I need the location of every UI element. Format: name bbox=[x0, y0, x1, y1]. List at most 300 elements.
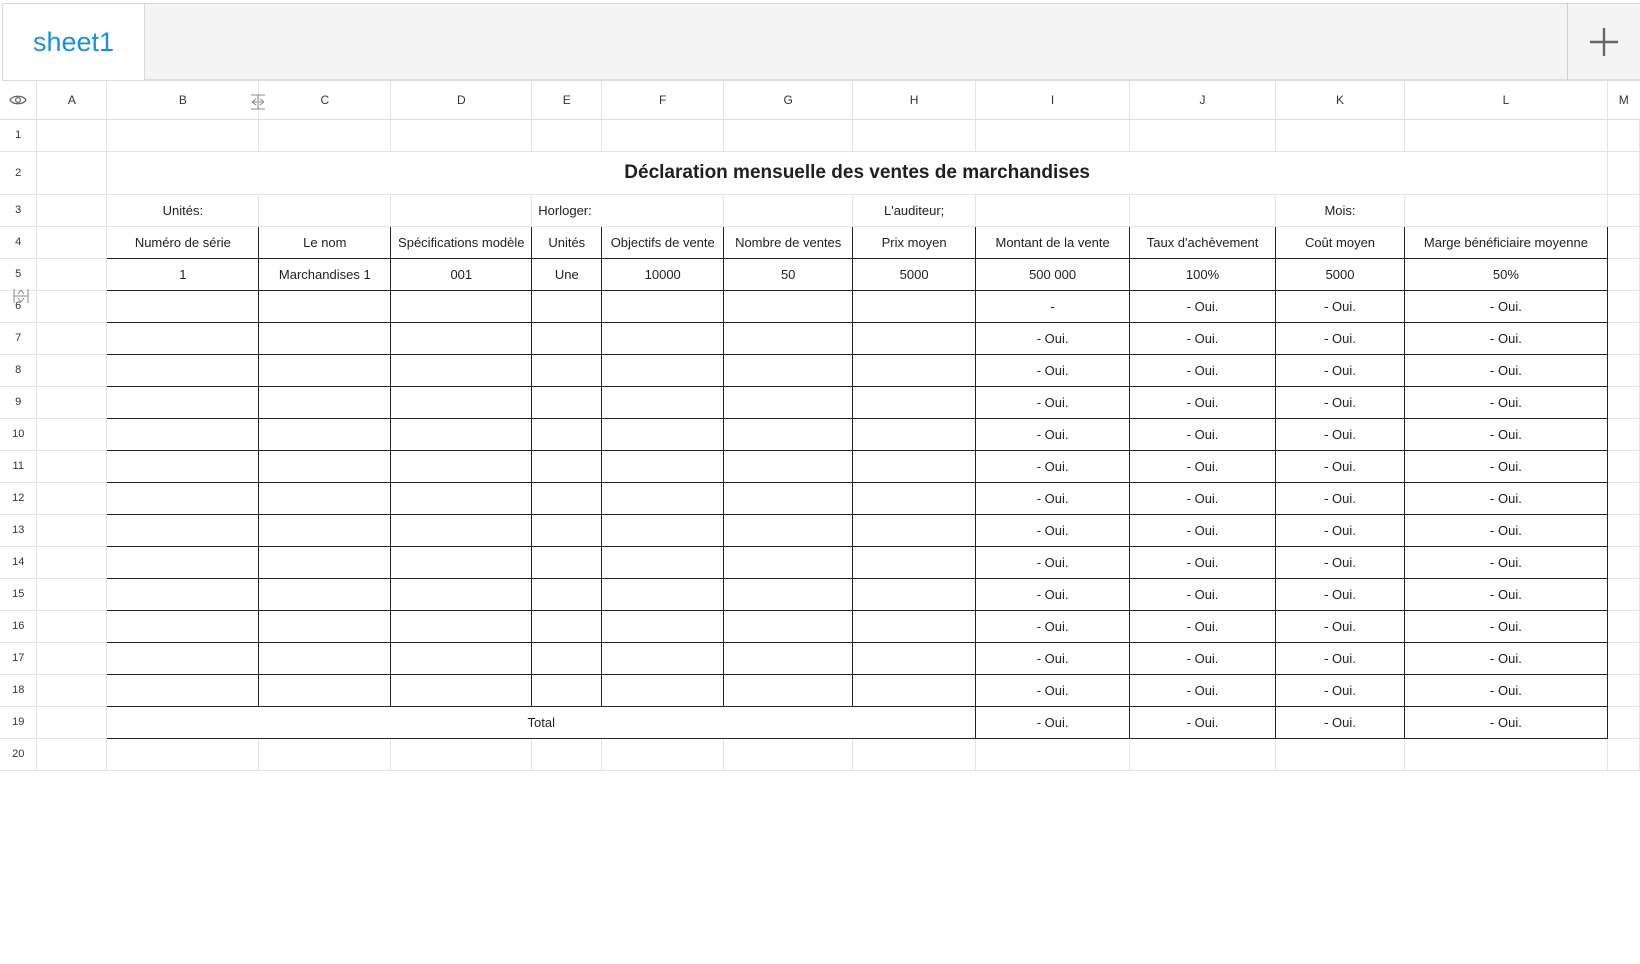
cell-l1[interactable] bbox=[1404, 119, 1607, 151]
table-cell-c12[interactable] bbox=[259, 482, 391, 514]
table-cell-d13[interactable] bbox=[391, 514, 532, 546]
column-header-e[interactable]: E bbox=[532, 81, 602, 119]
table-cell-e6[interactable] bbox=[532, 290, 602, 322]
table-cell-i12[interactable]: - Oui. bbox=[976, 482, 1130, 514]
table-cell-e17[interactable] bbox=[532, 642, 602, 674]
table-cell-h6[interactable] bbox=[853, 290, 976, 322]
units-label[interactable]: Unités: bbox=[107, 194, 259, 226]
table-header-d[interactable]: Spécifications modèle bbox=[391, 226, 532, 258]
cell-a7[interactable] bbox=[37, 322, 107, 354]
row-header-18[interactable]: 18 bbox=[0, 674, 37, 706]
column-header-i[interactable]: I bbox=[976, 81, 1130, 119]
row-header-20[interactable]: 20 bbox=[0, 738, 37, 770]
table-cell-k6[interactable]: - Oui. bbox=[1276, 290, 1405, 322]
table-cell-j15[interactable]: - Oui. bbox=[1130, 578, 1276, 610]
cell-m8[interactable] bbox=[1607, 354, 1639, 386]
cell-a1[interactable] bbox=[37, 119, 107, 151]
table-cell-d15[interactable] bbox=[391, 578, 532, 610]
cell-m16[interactable] bbox=[1607, 610, 1639, 642]
table-cell-h10[interactable] bbox=[853, 418, 976, 450]
total-cell-l[interactable]: - Oui. bbox=[1404, 706, 1607, 738]
table-cell-b17[interactable] bbox=[107, 642, 259, 674]
cell-a19[interactable] bbox=[37, 706, 107, 738]
row-header-3[interactable]: 3 bbox=[0, 194, 37, 226]
cell-a20[interactable] bbox=[37, 738, 107, 770]
table-cell-d5[interactable]: 001 bbox=[391, 258, 532, 290]
column-header-g[interactable]: G bbox=[724, 81, 853, 119]
cell-m10[interactable] bbox=[1607, 418, 1639, 450]
row-header-19[interactable]: 19 bbox=[0, 706, 37, 738]
table-cell-i11[interactable]: - Oui. bbox=[976, 450, 1130, 482]
cell-m2[interactable] bbox=[1607, 151, 1639, 194]
grid-row-13 bbox=[0, 514, 1640, 546]
table-cell-c10[interactable] bbox=[259, 418, 391, 450]
table-cell-d9[interactable] bbox=[391, 386, 532, 418]
table-cell-l14[interactable]: - Oui. bbox=[1404, 546, 1607, 578]
table-cell-k8[interactable]: - Oui. bbox=[1276, 354, 1405, 386]
table-cell-c18[interactable] bbox=[259, 674, 391, 706]
cell-f20[interactable] bbox=[602, 738, 724, 770]
cell-j1[interactable] bbox=[1130, 119, 1276, 151]
row-header-10[interactable]: 10 bbox=[0, 418, 37, 450]
table-cell-b13[interactable] bbox=[107, 514, 259, 546]
table-cell-e11[interactable] bbox=[532, 450, 602, 482]
table-cell-g18[interactable] bbox=[724, 674, 853, 706]
table-cell-j10[interactable]: - Oui. bbox=[1130, 418, 1276, 450]
table-cell-l18[interactable]: - Oui. bbox=[1404, 674, 1607, 706]
table-header-e[interactable]: Unités bbox=[532, 226, 602, 258]
table-cell-l15[interactable]: - Oui. bbox=[1404, 578, 1607, 610]
table-cell-g5[interactable]: 50 bbox=[724, 258, 853, 290]
spreadsheet-grid bbox=[0, 81, 1640, 796]
table-cell-h9[interactable] bbox=[853, 386, 976, 418]
clock-label[interactable]: Horloger: bbox=[532, 194, 724, 226]
column-header-h[interactable]: H bbox=[853, 81, 976, 119]
cell-c20[interactable] bbox=[259, 738, 391, 770]
cell-a14[interactable] bbox=[37, 546, 107, 578]
table-cell-b14[interactable] bbox=[107, 546, 259, 578]
table-cell-b7[interactable] bbox=[107, 322, 259, 354]
cell-a5[interactable] bbox=[37, 258, 107, 290]
table-cell-f17[interactable] bbox=[602, 642, 724, 674]
table-cell-e18[interactable] bbox=[532, 674, 602, 706]
table-cell-i5[interactable]: 500 000 bbox=[976, 258, 1130, 290]
cell-c3[interactable] bbox=[259, 194, 391, 226]
table-cell-h8[interactable] bbox=[853, 354, 976, 386]
cell-a15[interactable] bbox=[37, 578, 107, 610]
table-cell-e7[interactable] bbox=[532, 322, 602, 354]
sheet-table bbox=[0, 81, 1640, 771]
table-cell-f14[interactable] bbox=[602, 546, 724, 578]
table-cell-i13[interactable]: - Oui. bbox=[976, 514, 1130, 546]
cell-m20[interactable] bbox=[1607, 738, 1639, 770]
table-cell-j16[interactable]: - Oui. bbox=[1130, 610, 1276, 642]
cell-m11[interactable] bbox=[1607, 450, 1639, 482]
table-cell-f16[interactable] bbox=[602, 610, 724, 642]
table-cell-j6[interactable]: - Oui. bbox=[1130, 290, 1276, 322]
table-cell-c13[interactable] bbox=[259, 514, 391, 546]
table-cell-l6[interactable]: - Oui. bbox=[1404, 290, 1607, 322]
cell-m3[interactable] bbox=[1607, 194, 1639, 226]
column-header-c[interactable]: C bbox=[259, 81, 391, 119]
cell-g3[interactable] bbox=[724, 194, 853, 226]
table-cell-h5[interactable]: 5000 bbox=[853, 258, 976, 290]
column-header-a[interactable]: A bbox=[37, 81, 107, 119]
cell-b20[interactable] bbox=[107, 738, 259, 770]
row-header-13[interactable]: 13 bbox=[0, 514, 37, 546]
cell-c1[interactable] bbox=[259, 119, 391, 151]
table-cell-d17[interactable] bbox=[391, 642, 532, 674]
table-cell-h13[interactable] bbox=[853, 514, 976, 546]
cell-d20[interactable] bbox=[391, 738, 532, 770]
table-cell-h18[interactable] bbox=[853, 674, 976, 706]
row-header-15[interactable]: 15 bbox=[0, 578, 37, 610]
table-cell-l11[interactable]: - Oui. bbox=[1404, 450, 1607, 482]
cell-a13[interactable] bbox=[37, 514, 107, 546]
cell-a11[interactable] bbox=[37, 450, 107, 482]
table-cell-g11[interactable] bbox=[724, 450, 853, 482]
table-cell-c14[interactable] bbox=[259, 546, 391, 578]
table-cell-e8[interactable] bbox=[532, 354, 602, 386]
table-cell-k14[interactable]: - Oui. bbox=[1276, 546, 1405, 578]
table-cell-d16[interactable] bbox=[391, 610, 532, 642]
table-cell-j8[interactable]: - Oui. bbox=[1130, 354, 1276, 386]
table-header-l[interactable]: Marge bénéficiaire moyenne bbox=[1404, 226, 1607, 258]
table-cell-b8[interactable] bbox=[107, 354, 259, 386]
total-cell-i[interactable]: - Oui. bbox=[976, 706, 1130, 738]
table-cell-l10[interactable]: - Oui. bbox=[1404, 418, 1607, 450]
table-cell-c16[interactable] bbox=[259, 610, 391, 642]
table-cell-g7[interactable] bbox=[724, 322, 853, 354]
table-header-f[interactable]: Objectifs de vente bbox=[602, 226, 724, 258]
table-cell-d18[interactable] bbox=[391, 674, 532, 706]
table-cell-b12[interactable] bbox=[107, 482, 259, 514]
table-cell-k16[interactable]: - Oui. bbox=[1276, 610, 1405, 642]
cell-m1[interactable] bbox=[1607, 119, 1639, 151]
cell-m12[interactable] bbox=[1607, 482, 1639, 514]
table-cell-h12[interactable] bbox=[853, 482, 976, 514]
cell-a9[interactable] bbox=[37, 386, 107, 418]
table-cell-d10[interactable] bbox=[391, 418, 532, 450]
column-header-d[interactable]: D bbox=[391, 81, 532, 119]
cell-a2[interactable] bbox=[37, 151, 107, 194]
cell-m6[interactable] bbox=[1607, 290, 1639, 322]
table-cell-c6[interactable] bbox=[259, 290, 391, 322]
total-label[interactable]: Total bbox=[107, 706, 976, 738]
table-cell-f5[interactable]: 10000 bbox=[602, 258, 724, 290]
select-all-corner[interactable] bbox=[0, 81, 37, 119]
table-cell-g6[interactable] bbox=[724, 290, 853, 322]
grid-row-20 bbox=[0, 738, 1640, 770]
table-cell-b16[interactable] bbox=[107, 610, 259, 642]
table-header-b[interactable]: Numéro de série bbox=[107, 226, 259, 258]
resize-arrows-icon bbox=[250, 94, 266, 110]
table-cell-k5[interactable]: 5000 bbox=[1276, 258, 1405, 290]
table-cell-l16[interactable]: - Oui. bbox=[1404, 610, 1607, 642]
row-header-5[interactable]: 5 bbox=[0, 258, 37, 290]
row-header-7[interactable]: 7 bbox=[0, 322, 37, 354]
cell-g1[interactable] bbox=[724, 119, 853, 151]
table-cell-k10[interactable]: - Oui. bbox=[1276, 418, 1405, 450]
column-header-j[interactable]: J bbox=[1130, 81, 1276, 119]
cell-m13[interactable] bbox=[1607, 514, 1639, 546]
row-header-16[interactable]: 16 bbox=[0, 610, 37, 642]
table-cell-b18[interactable] bbox=[107, 674, 259, 706]
cell-j3[interactable] bbox=[1130, 194, 1276, 226]
cell-m14[interactable] bbox=[1607, 546, 1639, 578]
table-cell-i7[interactable]: - Oui. bbox=[976, 322, 1130, 354]
table-cell-k13[interactable]: - Oui. bbox=[1276, 514, 1405, 546]
grid-row-15 bbox=[0, 578, 1640, 610]
cell-a17[interactable] bbox=[37, 642, 107, 674]
table-cell-j9[interactable]: - Oui. bbox=[1130, 386, 1276, 418]
grid-row-16 bbox=[0, 610, 1640, 642]
table-cell-i8[interactable]: - Oui. bbox=[976, 354, 1130, 386]
table-cell-f15[interactable] bbox=[602, 578, 724, 610]
cell-m18[interactable] bbox=[1607, 674, 1639, 706]
table-cell-i16[interactable]: - Oui. bbox=[976, 610, 1130, 642]
table-cell-l12[interactable]: - Oui. bbox=[1404, 482, 1607, 514]
table-cell-f12[interactable] bbox=[602, 482, 724, 514]
grid-row-1 bbox=[0, 119, 1640, 151]
table-cell-b6[interactable] bbox=[107, 290, 259, 322]
cell-m9[interactable] bbox=[1607, 386, 1639, 418]
table-cell-j5[interactable]: 100% bbox=[1130, 258, 1276, 290]
cell-e20[interactable] bbox=[532, 738, 602, 770]
table-cell-e15[interactable] bbox=[532, 578, 602, 610]
table-header-c[interactable]: Le nom bbox=[259, 226, 391, 258]
cell-a18[interactable] bbox=[37, 674, 107, 706]
cell-m19[interactable] bbox=[1607, 706, 1639, 738]
cell-m15[interactable] bbox=[1607, 578, 1639, 610]
table-cell-f13[interactable] bbox=[602, 514, 724, 546]
row-header-12[interactable]: 12 bbox=[0, 482, 37, 514]
table-cell-i10[interactable]: - Oui. bbox=[976, 418, 1130, 450]
total-cell-j[interactable]: - Oui. bbox=[1130, 706, 1276, 738]
table-cell-l9[interactable]: - Oui. bbox=[1404, 386, 1607, 418]
sheet-tab-bar bbox=[2, 3, 1640, 81]
row-header-4[interactable]: 4 bbox=[0, 226, 37, 258]
column-resize-handle[interactable] bbox=[250, 94, 266, 110]
table-cell-c8[interactable] bbox=[259, 354, 391, 386]
grid-row-9 bbox=[0, 386, 1640, 418]
table-cell-d14[interactable] bbox=[391, 546, 532, 578]
row-header-2[interactable]: 2 bbox=[0, 151, 37, 194]
row-header-6[interactable]: 6 bbox=[0, 290, 37, 322]
table-cell-j18[interactable]: - Oui. bbox=[1130, 674, 1276, 706]
table-cell-l8[interactable]: - Oui. bbox=[1404, 354, 1607, 386]
cell-h20[interactable] bbox=[853, 738, 976, 770]
table-cell-g17[interactable] bbox=[724, 642, 853, 674]
cell-a10[interactable] bbox=[37, 418, 107, 450]
cell-i3[interactable] bbox=[976, 194, 1130, 226]
add-sheet-button[interactable] bbox=[1567, 4, 1640, 80]
grid-row-12 bbox=[0, 482, 1640, 514]
table-cell-g12[interactable] bbox=[724, 482, 853, 514]
table-cell-d12[interactable] bbox=[391, 482, 532, 514]
cell-a3[interactable] bbox=[37, 194, 107, 226]
table-cell-e13[interactable] bbox=[532, 514, 602, 546]
table-cell-k12[interactable]: - Oui. bbox=[1276, 482, 1405, 514]
table-cell-f11[interactable] bbox=[602, 450, 724, 482]
table-cell-f10[interactable] bbox=[602, 418, 724, 450]
table-cell-k7[interactable]: - Oui. bbox=[1276, 322, 1405, 354]
table-cell-f7[interactable] bbox=[602, 322, 724, 354]
table-cell-e10[interactable] bbox=[532, 418, 602, 450]
tab-sheet1[interactable]: sheet1 bbox=[2, 4, 145, 80]
cell-a6[interactable] bbox=[37, 290, 107, 322]
table-cell-i17[interactable]: - Oui. bbox=[976, 642, 1130, 674]
cell-b1[interactable] bbox=[107, 119, 259, 151]
table-cell-k15[interactable]: - Oui. bbox=[1276, 578, 1405, 610]
table-cell-h16[interactable] bbox=[853, 610, 976, 642]
cell-j20[interactable] bbox=[1130, 738, 1276, 770]
grid-row-4 bbox=[0, 226, 1640, 258]
cell-i1[interactable] bbox=[976, 119, 1130, 151]
table-cell-b11[interactable] bbox=[107, 450, 259, 482]
table-cell-b5[interactable]: 1 bbox=[107, 258, 259, 290]
table-cell-i18[interactable]: - Oui. bbox=[976, 674, 1130, 706]
table-cell-c15[interactable] bbox=[259, 578, 391, 610]
cell-k20[interactable] bbox=[1276, 738, 1405, 770]
table-cell-i15[interactable]: - Oui. bbox=[976, 578, 1130, 610]
grid-row-2 bbox=[0, 151, 1640, 194]
table-cell-e16[interactable] bbox=[532, 610, 602, 642]
cell-d3[interactable] bbox=[391, 194, 532, 226]
grid-row-19 bbox=[0, 706, 1640, 738]
table-cell-i9[interactable]: - Oui. bbox=[976, 386, 1130, 418]
cell-a12[interactable] bbox=[37, 482, 107, 514]
table-cell-i14[interactable]: - Oui. bbox=[976, 546, 1130, 578]
row-header-11[interactable]: 11 bbox=[0, 450, 37, 482]
grid-row-18 bbox=[0, 674, 1640, 706]
table-cell-g16[interactable] bbox=[724, 610, 853, 642]
cell-g20[interactable] bbox=[724, 738, 853, 770]
table-cell-h11[interactable] bbox=[853, 450, 976, 482]
column-header-k[interactable]: K bbox=[1276, 81, 1405, 119]
table-header-j[interactable]: Taux d'achèvement bbox=[1130, 226, 1276, 258]
table-cell-h7[interactable] bbox=[853, 322, 976, 354]
table-cell-b9[interactable] bbox=[107, 386, 259, 418]
table-cell-l17[interactable]: - Oui. bbox=[1404, 642, 1607, 674]
plus-icon bbox=[1587, 25, 1621, 59]
table-cell-k9[interactable]: - Oui. bbox=[1276, 386, 1405, 418]
row-header-14[interactable]: 14 bbox=[0, 546, 37, 578]
table-cell-j14[interactable]: - Oui. bbox=[1130, 546, 1276, 578]
cell-h1[interactable] bbox=[853, 119, 976, 151]
table-cell-j13[interactable]: - Oui. bbox=[1130, 514, 1276, 546]
cell-m17[interactable] bbox=[1607, 642, 1639, 674]
table-header-g[interactable]: Nombre de ventes bbox=[724, 226, 853, 258]
table-cell-e14[interactable] bbox=[532, 546, 602, 578]
table-cell-c17[interactable] bbox=[259, 642, 391, 674]
table-cell-c5[interactable]: Marchandises 1 bbox=[259, 258, 391, 290]
row-resize-handle[interactable] bbox=[13, 288, 29, 304]
table-header-k[interactable]: Coût moyen bbox=[1276, 226, 1405, 258]
table-cell-e5[interactable]: Une bbox=[532, 258, 602, 290]
table-cell-f9[interactable] bbox=[602, 386, 724, 418]
column-header-m[interactable]: M bbox=[1607, 81, 1639, 119]
row-header-9[interactable]: 9 bbox=[0, 386, 37, 418]
table-cell-g9[interactable] bbox=[724, 386, 853, 418]
column-header-l[interactable]: L bbox=[1404, 81, 1607, 119]
table-cell-k18[interactable]: - Oui. bbox=[1276, 674, 1405, 706]
column-header-f[interactable]: F bbox=[602, 81, 724, 119]
table-cell-l13[interactable]: - Oui. bbox=[1404, 514, 1607, 546]
table-cell-f8[interactable] bbox=[602, 354, 724, 386]
cell-d1[interactable] bbox=[391, 119, 532, 151]
table-cell-j11[interactable]: - Oui. bbox=[1130, 450, 1276, 482]
auditor-label[interactable]: L'auditeur; bbox=[853, 194, 976, 226]
cell-m7[interactable] bbox=[1607, 322, 1639, 354]
grid-row-17 bbox=[0, 642, 1640, 674]
table-cell-d7[interactable] bbox=[391, 322, 532, 354]
table-cell-h15[interactable] bbox=[853, 578, 976, 610]
table-cell-i6[interactable]: - bbox=[976, 290, 1130, 322]
cell-a8[interactable] bbox=[37, 354, 107, 386]
table-cell-h17[interactable] bbox=[853, 642, 976, 674]
table-cell-d8[interactable] bbox=[391, 354, 532, 386]
table-cell-c7[interactable] bbox=[259, 322, 391, 354]
table-cell-j17[interactable]: - Oui. bbox=[1130, 642, 1276, 674]
table-cell-c9[interactable] bbox=[259, 386, 391, 418]
table-cell-d6[interactable] bbox=[391, 290, 532, 322]
table-cell-k17[interactable]: - Oui. bbox=[1276, 642, 1405, 674]
table-cell-d11[interactable] bbox=[391, 450, 532, 482]
row-header-17[interactable]: 17 bbox=[0, 642, 37, 674]
row-header-1[interactable]: 1 bbox=[0, 119, 37, 151]
cell-l3[interactable] bbox=[1404, 194, 1607, 226]
table-cell-b10[interactable] bbox=[107, 418, 259, 450]
table-cell-e12[interactable] bbox=[532, 482, 602, 514]
cell-m5[interactable] bbox=[1607, 258, 1639, 290]
table-cell-f18[interactable] bbox=[602, 674, 724, 706]
grid-row-10 bbox=[0, 418, 1640, 450]
table-cell-l5[interactable]: 50% bbox=[1404, 258, 1607, 290]
table-header-h[interactable]: Prix moyen bbox=[853, 226, 976, 258]
table-cell-h14[interactable] bbox=[853, 546, 976, 578]
table-cell-k11[interactable]: - Oui. bbox=[1276, 450, 1405, 482]
total-cell-k[interactable]: - Oui. bbox=[1276, 706, 1405, 738]
cell-i20[interactable] bbox=[976, 738, 1130, 770]
table-cell-j12[interactable]: - Oui. bbox=[1130, 482, 1276, 514]
month-label[interactable]: Mois: bbox=[1276, 194, 1405, 226]
cell-m4[interactable] bbox=[1607, 226, 1639, 258]
table-cell-b15[interactable] bbox=[107, 578, 259, 610]
cell-a16[interactable] bbox=[37, 610, 107, 642]
table-cell-g10[interactable] bbox=[724, 418, 853, 450]
cell-f1[interactable] bbox=[602, 119, 724, 151]
table-cell-l7[interactable]: - Oui. bbox=[1404, 322, 1607, 354]
table-cell-f6[interactable] bbox=[602, 290, 724, 322]
table-cell-e9[interactable] bbox=[532, 386, 602, 418]
table-cell-c11[interactable] bbox=[259, 450, 391, 482]
sheet-title[interactable]: Déclaration mensuelle des ventes de marchandises bbox=[107, 151, 1608, 194]
row-resize-arrows-icon bbox=[13, 288, 29, 304]
row-header-8[interactable]: 8 bbox=[0, 354, 37, 386]
column-header-b[interactable]: B bbox=[107, 81, 259, 119]
cell-a4[interactable] bbox=[37, 226, 107, 258]
table-cell-g8[interactable] bbox=[724, 354, 853, 386]
table-cell-j7[interactable]: - Oui. bbox=[1130, 322, 1276, 354]
cell-e1[interactable] bbox=[532, 119, 602, 151]
table-cell-g14[interactable] bbox=[724, 546, 853, 578]
table-cell-g13[interactable] bbox=[724, 514, 853, 546]
table-header-i[interactable]: Montant de la vente bbox=[976, 226, 1130, 258]
table-cell-g15[interactable] bbox=[724, 578, 853, 610]
cell-k1[interactable] bbox=[1276, 119, 1405, 151]
cell-l20[interactable] bbox=[1404, 738, 1607, 770]
